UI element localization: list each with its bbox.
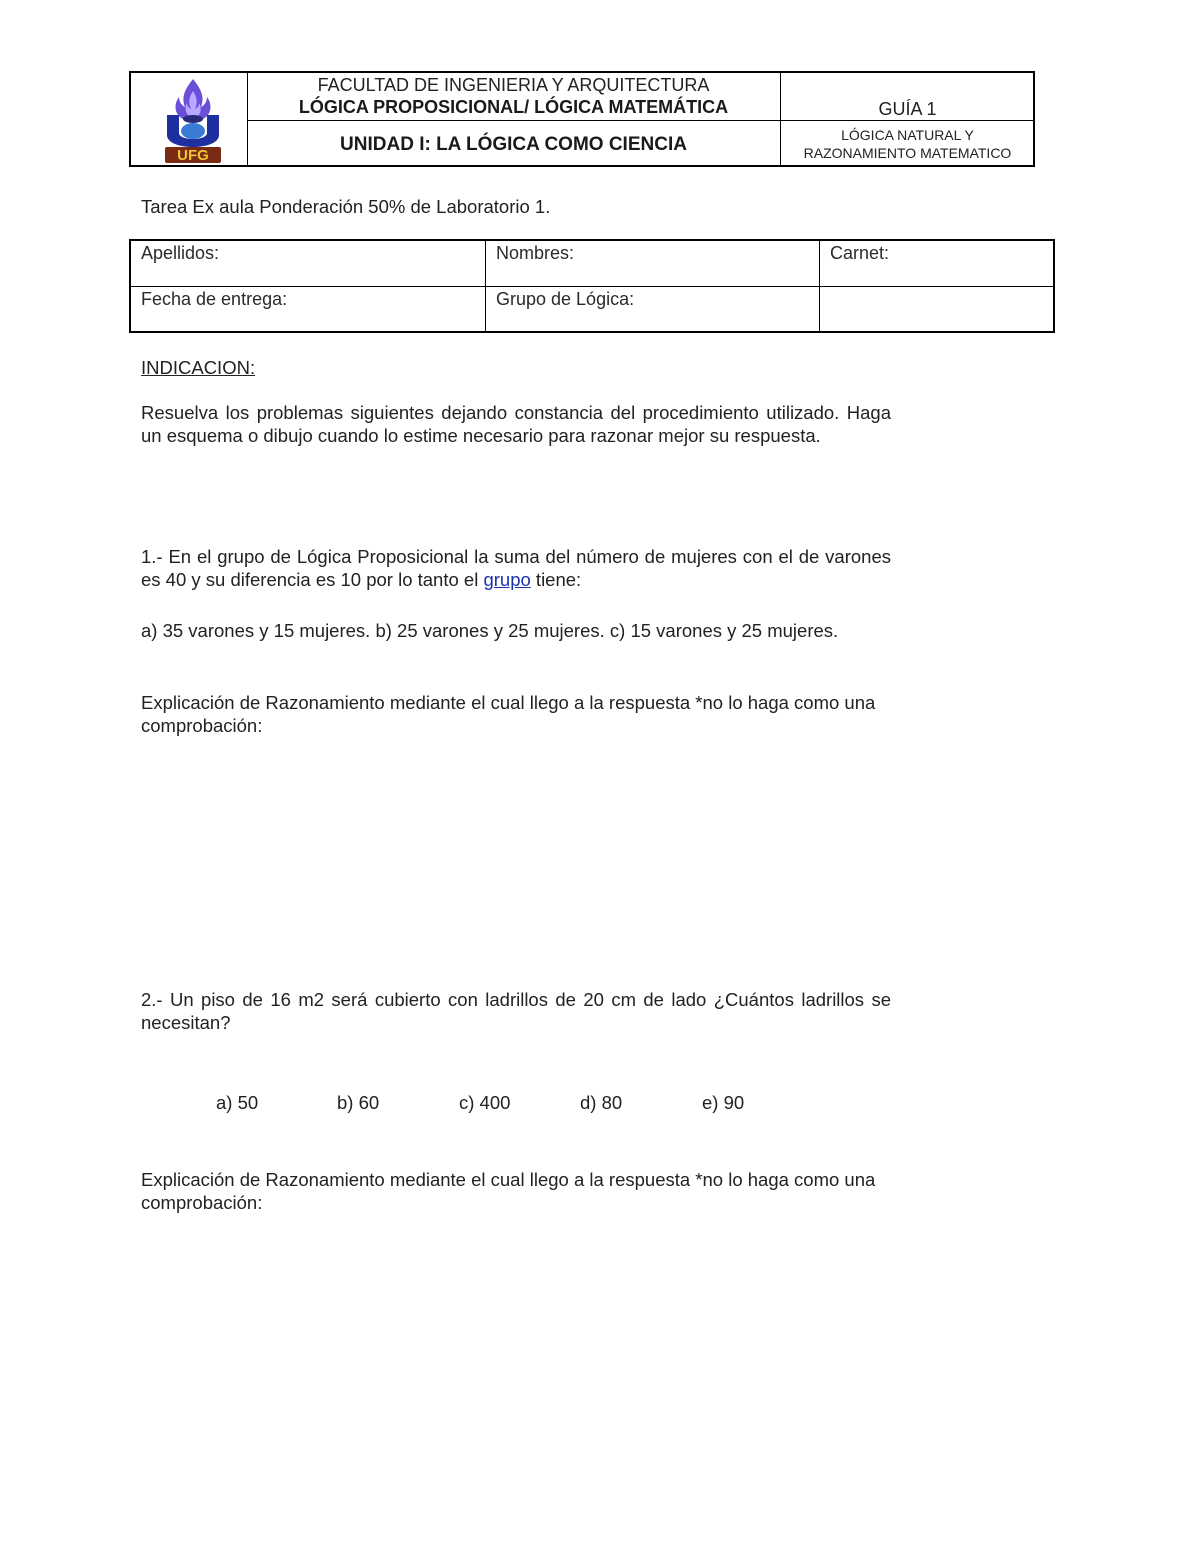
apellidos-field[interactable]: Apellidos:	[141, 243, 220, 263]
question-1-text: 1.- En el grupo de Lógica Proposicional la suma del número de mujeres con el de varones es 40 y su diferencia es 10 por lo tanto el	[141, 546, 891, 590]
question-1-explanation: Explicación de Razonamiento mediante el cual llego a la respuesta *no lo haga como una comprobación:	[141, 692, 876, 736]
question-2-explanation: Explicación de Razonamiento mediante el cual llego a la respuesta *no lo haga como una comprobación:	[141, 1169, 876, 1213]
nombres-field[interactable]: Nombres:	[496, 243, 575, 263]
question-2: 2.- Un piso de 16 m2 será cubierto con ladrillos de 20 cm de lado ¿Cuántos ladrillos se necesitan?	[141, 989, 891, 1033]
topic-line-2: RAZONAMIENTO MATEMATICO	[803, 145, 1012, 161]
instructions-heading: INDICACION:	[141, 357, 256, 378]
question-2-option-a: a) 50	[216, 1092, 259, 1113]
question-1	[141, 546, 891, 591]
ufg-logo	[159, 75, 227, 165]
question-2-option-c: c) 400	[459, 1092, 511, 1113]
grupo-logica-field[interactable]: Grupo de Lógica:	[496, 289, 635, 309]
question-1-options: a) 35 varones y 15 mujeres. b) 25 varones y 25 mujeres. c) 15 varones y 25 mujeres.	[141, 620, 839, 641]
topic-line-1: LÓGICA NATURAL Y	[841, 127, 974, 143]
unit-title: UNIDAD I: LA LÓGICA COMO CIENCIA	[340, 134, 687, 155]
grupo-link[interactable]: grupo	[483, 568, 531, 590]
fecha-entrega-field[interactable]: Fecha de entrega:	[141, 289, 288, 309]
course-title: LÓGICA PROPOSICIONAL/ LÓGICA MATEMÁTICA	[298, 97, 729, 117]
question-2-option-d: d) 80	[580, 1092, 623, 1113]
question-2-option-b: b) 60	[337, 1092, 380, 1113]
instructions-body: Resuelva los problemas siguientes dejando constancia del procedimiento utilizado. Haga un esquema o dibujo cuando lo estime necesario para razonar mejor su respuesta.	[141, 402, 891, 446]
faculty-name: FACULTAD DE INGENIERIA Y ARQUITECTURA	[317, 75, 710, 95]
header-divider	[247, 120, 1033, 121]
table-divider	[131, 286, 1053, 287]
document-header	[129, 71, 1035, 167]
student-info-table	[129, 239, 1055, 333]
question-2-option-e: e) 90	[702, 1092, 745, 1113]
logo-text: UFG	[177, 147, 209, 164]
guide-number: GUÍA 1	[878, 99, 937, 119]
question-1-text-end: tiene:	[530, 568, 582, 590]
carnet-field[interactable]: Carnet:	[830, 243, 890, 263]
assignment-note: Tarea Ex aula Ponderación 50% de Laboratorio 1.	[141, 196, 551, 217]
